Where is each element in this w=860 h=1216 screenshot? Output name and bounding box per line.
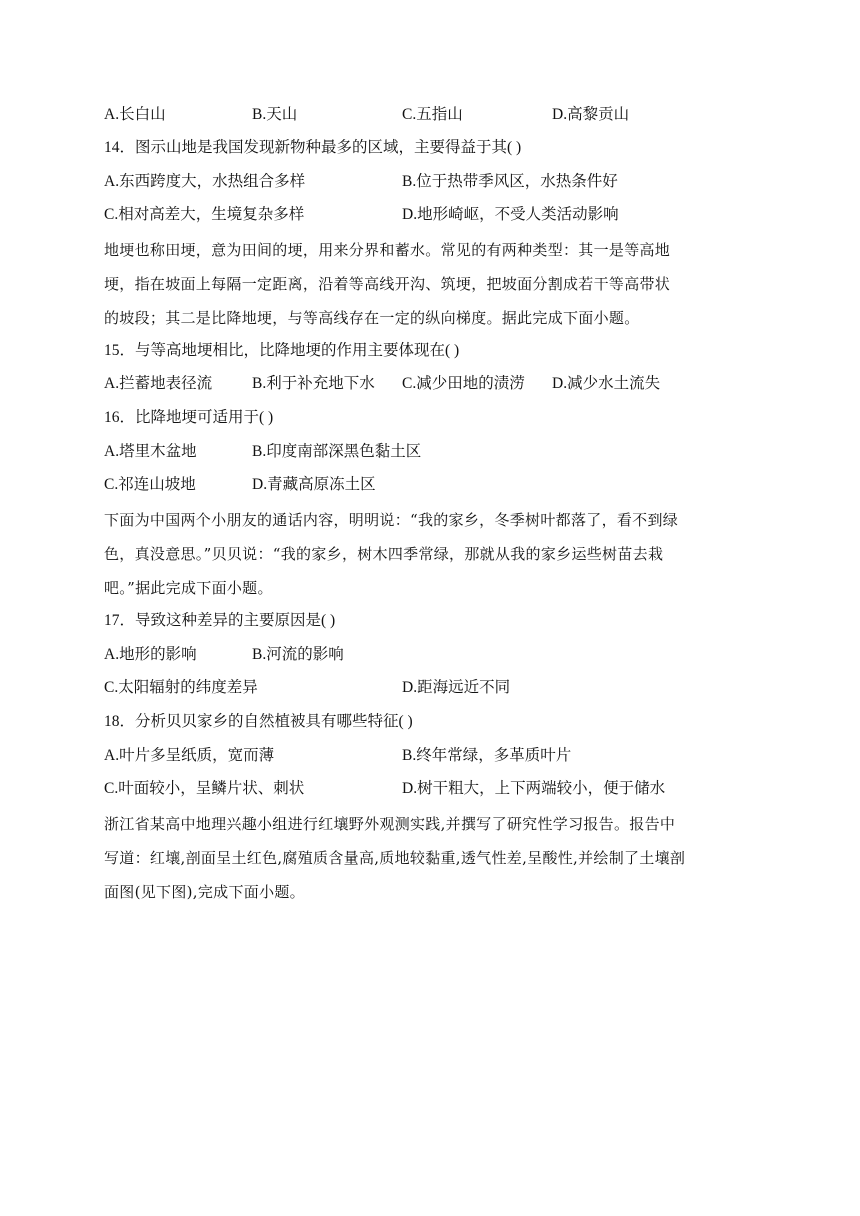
- q17-option-b: B.河流的影响: [252, 646, 344, 663]
- q15-option-b: B.利于补充地下水: [252, 375, 375, 392]
- passage-diqian-line-3: 的坡段；其二是比降地埂，与等高线存在一定的纵向梯度。据此完成下面小题。: [104, 309, 640, 327]
- q14-option-b: B.位于热带季风区，水热条件好: [402, 173, 618, 190]
- q16-option-d: D.青藏高原冻土区: [252, 476, 376, 493]
- q18-stem: 18．分析贝贝家乡的自然植被具有哪些特征( ): [104, 713, 413, 730]
- q15-option-c: C.减少田地的渍涝: [402, 375, 525, 392]
- q15-option-a: A.拦蓄地表径流: [104, 375, 213, 392]
- q13-option-c: C.五指山: [402, 106, 463, 123]
- q16-option-a: A.塔里木盆地: [104, 443, 197, 460]
- passage-call-line-2: 色，真没意思。”贝贝说：“我的家乡，树木四季常绿，那就从我的家乡运些树苗去栽: [104, 545, 664, 563]
- q17-option-a: A.地形的影响: [104, 646, 197, 663]
- q14-option-c: C.相对高差大，生境复杂多样: [104, 206, 305, 223]
- q13-option-b: B.天山: [252, 106, 298, 123]
- q18-option-b: B.终年常绿，多革质叶片: [402, 747, 572, 764]
- q14-option-d: D.地形崎岖，不受人类活动影响: [402, 206, 619, 223]
- q14-stem: 14．图示山地是我国发现新物种最多的区域，主要得益于其( ): [104, 139, 522, 156]
- q13-option-d: D.高黎贡山: [552, 106, 630, 123]
- passage-diqian-line-1: 地埂也称田埂，意为田间的埂，用来分界和蓄水。常见的有两种类型：其一是等高地: [104, 241, 671, 259]
- passage-call-line-1: 下面为中国两个小朋友的通话内容，明明说：“我的家乡，冬季树叶都落了，看不到绿: [104, 511, 679, 529]
- q16-option-b: B.印度南部深黑色黏土区: [252, 443, 422, 460]
- q13-option-a: A.长白山: [104, 106, 166, 123]
- passage-soil-line-2: 写道：红壤,剖面呈土红色,腐殖质含量高,质地较黏重,透气性差,呈酸性,并绘制了土壤剖: [104, 849, 686, 867]
- q18-option-c: C.叶面较小，呈鳞片状、刺状: [104, 780, 305, 797]
- passage-soil-line-1: 浙江省某高中地理兴趣小组进行红壤野外观测实践,并撰写了研究性学习报告。报告中: [104, 815, 676, 833]
- q17-option-c: C.太阳辐射的纬度差异: [104, 679, 258, 696]
- q16-option-c: C.祁连山坡地: [104, 476, 196, 493]
- q17-stem: 17．导致这种差异的主要原因是( ): [104, 612, 336, 629]
- q17-option-d: D.距海远近不同: [402, 679, 511, 696]
- q14-option-a: A.东西跨度大，水热组合多样: [104, 173, 306, 190]
- q15-stem: 15．与等高地埂相比，比降地埂的作用主要体现在( ): [104, 342, 460, 359]
- passage-call-line-3: 吧。”据此完成下面小题。: [104, 579, 273, 597]
- q18-option-d: D.树干粗大，上下两端较小，便于储水: [402, 780, 666, 797]
- q18-option-a: A.叶片多呈纸质，宽而薄: [104, 747, 275, 764]
- passage-soil-line-3: 面图(见下图),完成下面小题。: [104, 883, 305, 901]
- passage-diqian-line-2: 埂，指在坡面上每隔一定距离，沿着等高线开沟、筑埂，把坡面分割成若干等高带状: [104, 275, 671, 293]
- q16-stem: 16．比降地埂可适用于( ): [104, 409, 274, 426]
- q15-option-d: D.减少水土流失: [552, 375, 661, 392]
